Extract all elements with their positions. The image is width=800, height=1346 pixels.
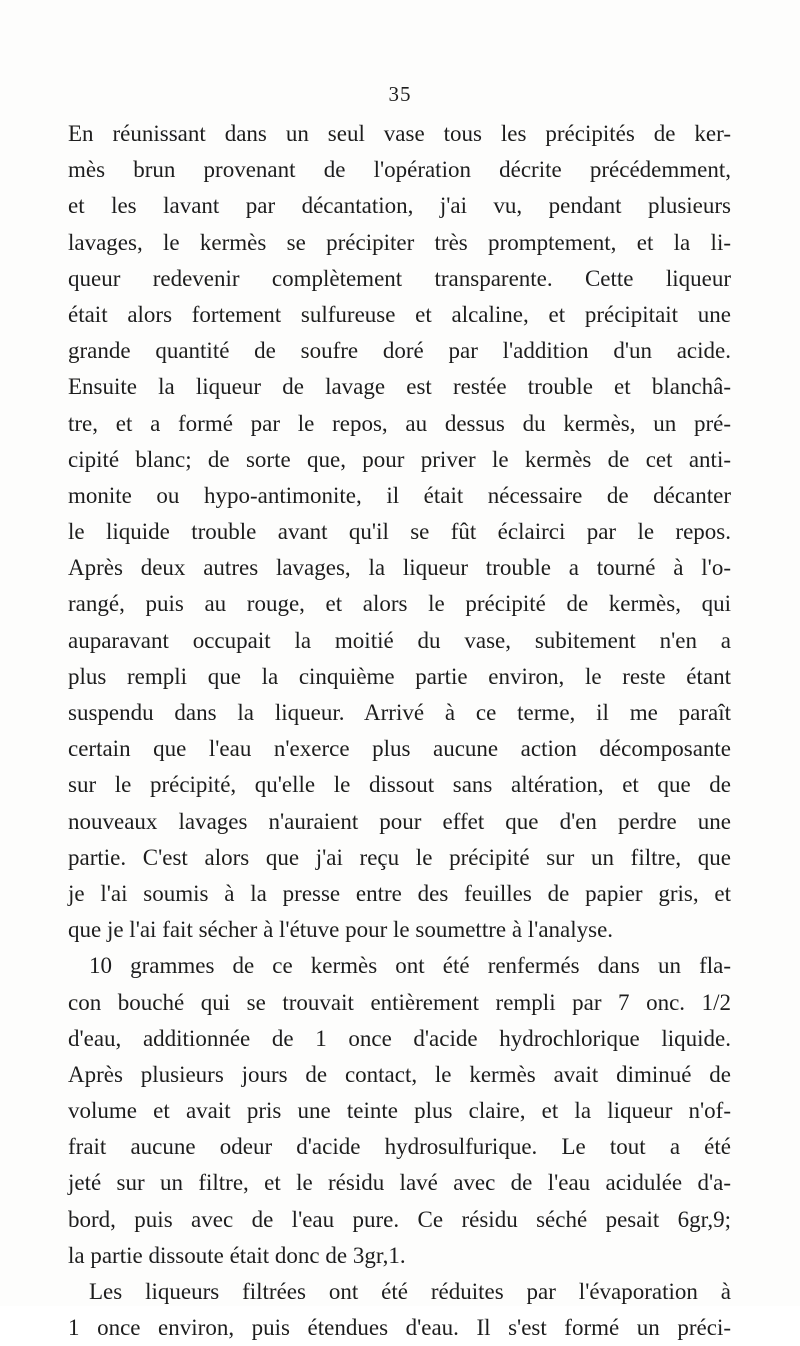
text-line: nouveaux lavages n'auraient pour effet que d'en perdre une [68,808,731,834]
text-line: jeté sur un filtre, et le résidu lavé avec de l'eau acidulée d'a- [68,1170,731,1196]
text-line: auparavant occupait la moitié du vase, subitement n'en a [68,627,731,653]
text-line: monite ou hypo-antimonite, il était nécessaire de décanter [68,482,731,508]
text-line: queur redevenir complètement transparente. Cette liqueur [68,265,731,291]
paragraph-first-line: Les liqueurs filtrées ont été réduites par l'évaporation à [89,1279,731,1304]
text-line: 1 once environ, puis étendues d'eau. Il s'est formé un préci- [68,1315,731,1341]
text-line: le liquide trouble avant qu'il se fût éclairci par le repos. [68,519,731,545]
text-line: con bouché qui se trouvait entièrement rempli par 7 onc. 1/2 [68,989,731,1015]
text-line: partie. C'est alors que j'ai reçu le précipité sur un filtre, que [68,844,731,870]
text-line: frait aucune odeur d'acide hydrosulfurique. Le tout a été [68,1134,731,1160]
text-line: Ensuite la liqueur de lavage est restée trouble et blanchâ- [68,374,731,400]
page-number: 35 [388,82,412,106]
paragraph-last-line: la partie dissoute était donc de 3gr,1. [68,1242,406,1268]
text-line: volume et avait pris une teinte plus claire, et la liqueur n'of- [68,1098,731,1124]
text-line: Après plusieurs jours de contact, le kermès avait diminué de [68,1061,731,1087]
text-line: tre, et a formé par le repos, au dessus du kermès, un pré- [68,410,731,436]
text-line: mès brun provenant de l'opération décrite précédemment, [68,157,731,183]
text-line: bord, puis avec de l'eau pure. Ce résidu séché pesait 6gr,9; [68,1206,731,1232]
text-line: suspendu dans la liqueur. Arrivé à ce terme, il me paraît [68,700,731,725]
body-text [68,116,731,1346]
text-line: d'eau, additionnée de 1 once d'acide hydrochlorique liquide. [68,1025,731,1051]
text-line: je l'ai soumis à la presse entre des feuilles de papier gris, et [68,880,731,906]
text-line: grande quantité de soufre doré par l'addition d'un acide. [68,338,731,364]
text-line: En réunissant dans un seul vase tous les précipités de ker- [68,121,731,146]
text-line: plus rempli que la cinquième partie environ, le reste étant [68,663,731,689]
text-line: sur le précipité, qu'elle le dissout sans altération, et que de [68,772,731,798]
text-line: et les lavant par décantation, j'ai vu, pendant plusieurs [68,193,731,219]
text-line: rangé, puis au rouge, et alors le précipité de kermès, qui [68,591,731,617]
text-line: certain que l'eau n'exerce plus aucune action décomposante [68,736,731,762]
text-line: cipité blanc; de sorte que, pour priver le kermès de cet anti- [68,446,731,472]
paragraph-last-line: que je l'ai fait sécher à l'étuve pour le soumettre à l'analyse. [68,917,614,943]
paragraph-first-line: 10 grammes de ce kermès ont été renfermés dans un fla- [89,953,731,979]
text-line: était alors fortement sulfureuse et alcaline, et précipitait une [68,301,731,327]
text-line: lavages, le kermès se précipiter très promptement, et la li- [68,229,731,255]
text-line: Après deux autres lavages, la liqueur trouble a tourné à l'o- [68,555,731,581]
